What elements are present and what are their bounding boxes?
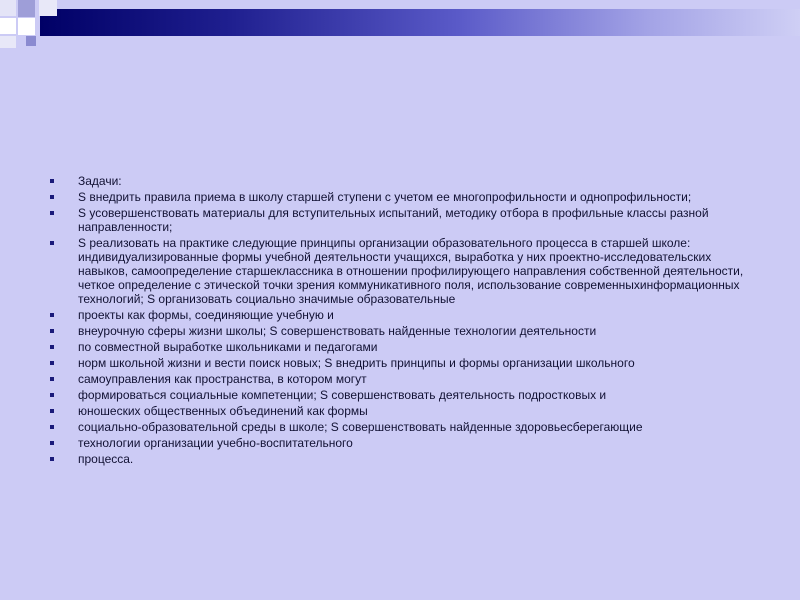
list-item: [50, 340, 750, 354]
bullet-square-icon: [50, 457, 54, 461]
list-item-text: норм школьной жизни и вести поиск новых; S внедрить принципы и формы организации школьного: [78, 356, 635, 370]
decor-square: [18, 18, 35, 35]
decor-square: [18, 0, 35, 17]
list-item: [50, 308, 750, 322]
bullet-square-icon: [50, 329, 54, 333]
bullet-square-icon: [50, 195, 54, 199]
list-item-text: самоуправления как пространства, в котором могут: [78, 372, 367, 386]
decor-square: [26, 36, 36, 46]
bullet-square-icon: [50, 409, 54, 413]
list-item-text: технологии организации учебно-воспитательного: [78, 436, 353, 450]
bullet-square-icon: [50, 361, 54, 365]
list-item-text: формироваться социальные компетенции; S совершенствовать деятельность подростковых и: [78, 388, 607, 402]
list-item-text: Задачи:: [78, 174, 122, 188]
list-item-text: процесса.: [78, 452, 134, 466]
bullet-square-icon: [50, 241, 54, 245]
list-item-text: S реализовать на практике следующие принципы организации образовательного процесса в старшей школе: индивидуализированные формы учебной деятельности учащихся, выработка у них проектно-исследовательских навыков, самоопределение старшеклассника в отношении профилирующего направления собственной деятельности, четкое определение с этической точки зрения коммуникативного поля, использование современныхинформационных технологий; S организовать социально значимые образовательные: [78, 236, 744, 306]
header-decoration: [0, 0, 800, 48]
list-item: [50, 372, 750, 386]
list-item: [50, 388, 750, 402]
bullet-square-icon: [50, 441, 54, 445]
bullet-square-icon: [50, 377, 54, 381]
list-item: [50, 236, 750, 306]
bullet-square-icon: [50, 345, 54, 349]
title-gradient-band: [40, 9, 800, 36]
list-item: [50, 206, 750, 234]
list-item-text: проекты как формы, соединяющие учебную и: [78, 308, 334, 322]
bullet-square-icon: [50, 393, 54, 397]
decor-square: [0, 36, 16, 48]
list-item: [50, 420, 750, 434]
list-item-text: социально-образовательной среды в школе; S совершенствовать найденные здоровьесберегающие: [78, 420, 643, 434]
list-item: [50, 174, 750, 188]
bullet-square-icon: [50, 313, 54, 317]
list-item: [50, 356, 750, 370]
list-item: [50, 404, 750, 418]
slide-body: [50, 174, 750, 468]
list-item: [50, 190, 750, 204]
list-item: [50, 436, 750, 450]
bullet-square-icon: [50, 211, 54, 215]
bullet-square-icon: [50, 425, 54, 429]
decor-square: [39, 0, 57, 16]
decor-square: [0, 0, 16, 16]
list-item: [50, 324, 750, 338]
list-item-text: S внедрить правила приема в школу старшей ступени с учетом ее многопрофильности и однопрофильности;: [78, 190, 692, 204]
list-item-text: S усовершенствовать материалы для вступительных испытаний, методику отбора в профильные классы разной направленности;: [78, 206, 709, 234]
list-item-text: по совместной выработке школьниками и педагогами: [78, 340, 378, 354]
bullet-square-icon: [50, 179, 54, 183]
decor-square: [0, 18, 16, 34]
list-item-text: внеурочную сферы жизни школы; S совершенствовать найденные технологии деятельности: [78, 324, 597, 338]
list-item-text: юношеских общественных объединений как формы: [78, 404, 368, 418]
list-item: [50, 452, 750, 466]
